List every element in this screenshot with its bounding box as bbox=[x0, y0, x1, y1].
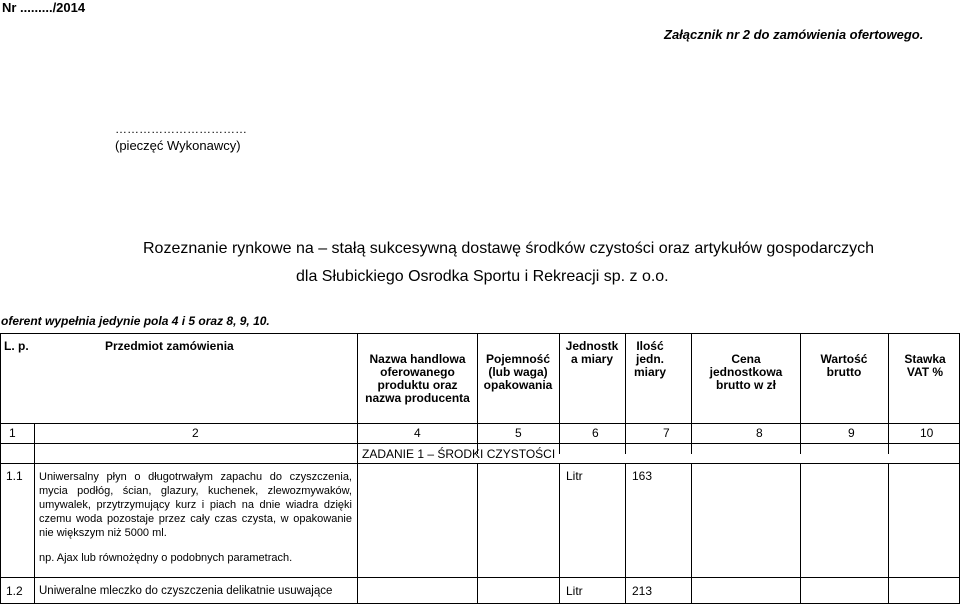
grid-line bbox=[0, 463, 960, 464]
offer-table bbox=[0, 333, 960, 604]
column-number: 9 bbox=[848, 426, 855, 440]
column-number: 7 bbox=[663, 426, 670, 440]
row-lp: 1.1 bbox=[6, 469, 23, 483]
grid-line bbox=[0, 333, 1, 604]
page-subtitle: dla Słubickiego Osrodka Sportu i Rekreacji sp. z o.o. bbox=[296, 268, 669, 285]
header-capacity: Pojemność (lub waga) opakowania bbox=[483, 352, 553, 392]
header-trade-name: Nazwa handlowa oferowanego produktu oraz nazwa producenta bbox=[365, 352, 470, 405]
header-quantity: Ilość jedn. miary bbox=[633, 339, 667, 379]
header-value: Wartość brutto bbox=[820, 352, 868, 379]
annex-label: Załącznik nr 2 do zamówienia ofertowego. bbox=[664, 27, 924, 42]
row-description: Uniweralne mleczko do czyszczenia delikatnie usuwające bbox=[39, 585, 333, 597]
grid-line bbox=[625, 333, 626, 454]
row-description: Uniwersalny płyn o długotrwałym zapachu do czyszczenia, mycia podłóg, ścian, glazury, kuchenek, zlewozmywaków, umywalek, przytrzymujący kurz i piach na dnie wiadra dzięki czemu woda pozostaje przez cały czas czysta, w opakowanie nie większym niż 5000 ml. bbox=[39, 471, 352, 539]
row-quantity: 213 bbox=[632, 584, 653, 598]
column-number: 6 bbox=[592, 426, 599, 440]
grid-line bbox=[559, 463, 560, 604]
header-subject: Przedmiot zamówienia bbox=[105, 339, 234, 353]
stamp-label: (pieczęć Wykonawcy) bbox=[115, 138, 241, 153]
grid-line bbox=[477, 333, 478, 454]
column-number: 8 bbox=[756, 426, 763, 440]
stamp-placeholder: …………………………… bbox=[115, 122, 247, 136]
row-lp: 1.2 bbox=[6, 584, 23, 598]
grid-line bbox=[559, 333, 560, 454]
grid-line bbox=[625, 463, 626, 604]
grid-line bbox=[477, 463, 478, 604]
header-lp: L. p. bbox=[4, 339, 29, 353]
row-unit: Litr bbox=[566, 469, 583, 483]
column-number: 5 bbox=[515, 426, 522, 440]
header-unit: Jednostk a miary bbox=[565, 339, 619, 366]
grid-line bbox=[0, 577, 960, 578]
grid-line bbox=[0, 443, 960, 444]
row-equivalent: np. Ajax lub równożędny o podobnych parametrach. bbox=[39, 552, 293, 564]
grid-line bbox=[888, 463, 889, 604]
grid-line bbox=[800, 463, 801, 604]
grid-line bbox=[888, 333, 889, 454]
grid-line bbox=[0, 333, 960, 334]
grid-line bbox=[357, 333, 358, 604]
instruction-text: oferent wypełnia jedynie pola 4 i 5 oraz 8, 9, 10. bbox=[1, 314, 270, 328]
column-number: 4 bbox=[414, 426, 421, 440]
section-title: ZADANIE 1 – ŚRODKI CZYSTOŚCI bbox=[362, 447, 556, 461]
column-number: 2 bbox=[192, 426, 199, 440]
column-number: 10 bbox=[920, 426, 934, 440]
grid-line bbox=[0, 423, 960, 424]
document-number: Nr ........./2014 bbox=[2, 0, 86, 15]
header-vat: Stawka VAT % bbox=[904, 352, 946, 379]
grid-line bbox=[800, 333, 801, 454]
grid-line bbox=[691, 463, 692, 604]
header-unit-price: Cena jednostkowa brutto w zł bbox=[709, 352, 783, 392]
row-unit: Litr bbox=[566, 584, 583, 598]
page-title: Rozeznanie rynkowe na – stałą sukcesywną dostawę środków czystości oraz artykułów gospodarczych bbox=[143, 240, 875, 257]
column-number: 1 bbox=[9, 426, 16, 440]
grid-line bbox=[691, 333, 692, 454]
row-quantity: 163 bbox=[632, 469, 653, 483]
